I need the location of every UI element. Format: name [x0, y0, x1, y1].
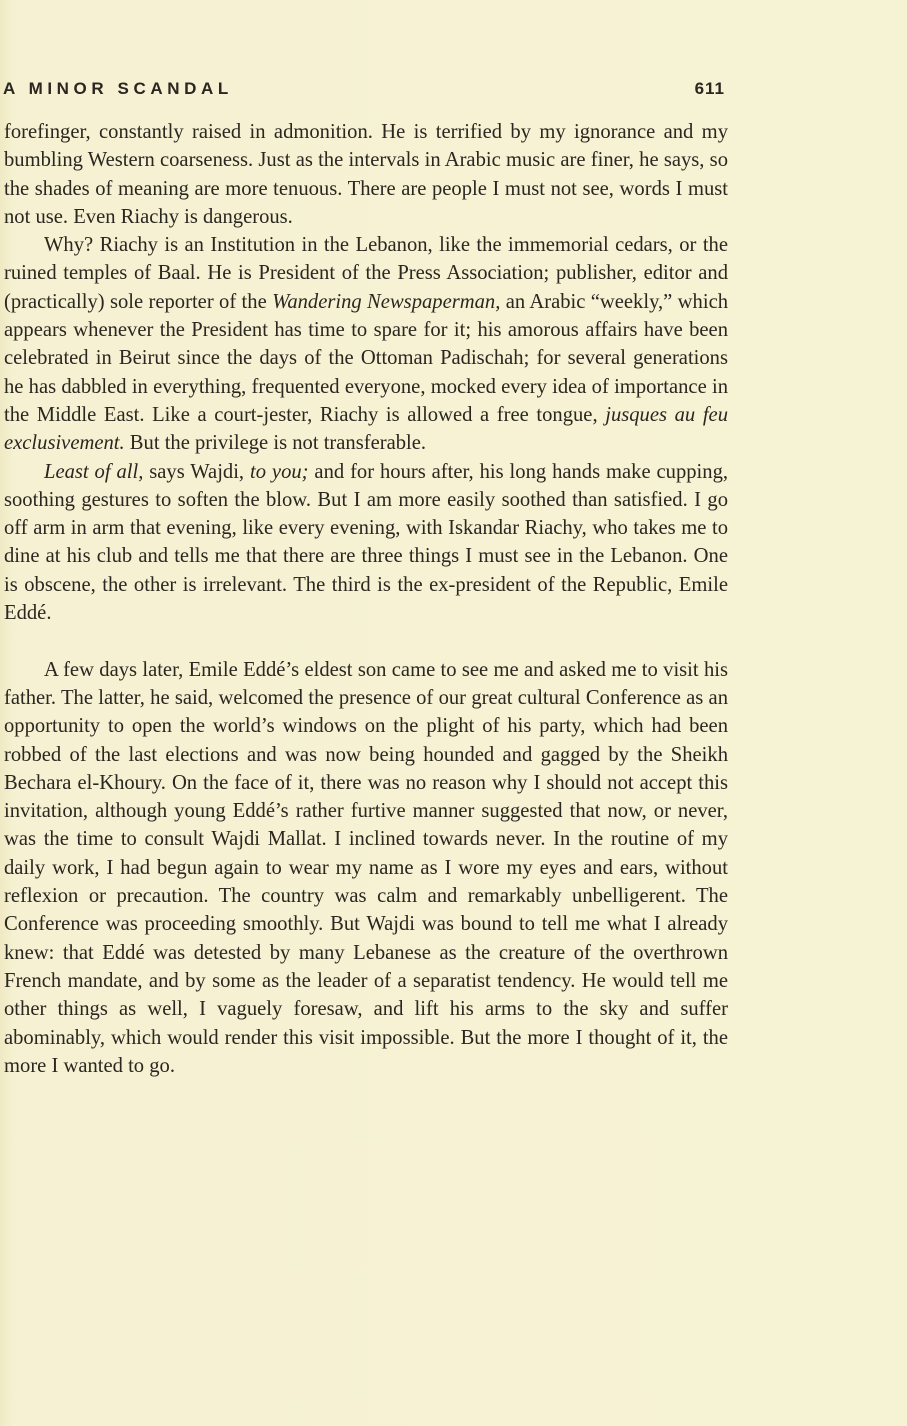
italic-phrase: jusques au feu exclusivement. [4, 403, 728, 455]
running-head [3, 79, 725, 105]
paragraph-1 [4, 118, 728, 231]
paragraph-3 [4, 458, 728, 628]
text-segment: says Wajdi, [143, 460, 250, 483]
chapter-title: A MINOR SCANDAL [3, 79, 233, 98]
text-segment: an Arabic “weekly,” which appears whenever the President has time to spare for it; his amorous affairs have been celebrated in Beirut since the days of the Ottoman Padischah; for several generations he has dabbled in everything, frequented everyone, mocked every idea of importance in the Middle East. Like a court-jester, Riachy is allowed a free tongue, [4, 290, 729, 426]
paragraph-2 [4, 231, 728, 457]
text-segment: forefinger, constantly raised in admonition. He is terrified by my ignorance and my bumbling Western coarseness. Just as the intervals in Arabic music are finer, he says, so the shades of meaning are more tenuous. There are people I must not see, words I must not use. Even Riachy is dangerous. [4, 121, 728, 228]
page-number: 611 [694, 79, 725, 98]
text-segment: But the privilege is not transferable. [124, 432, 427, 455]
italic-phrase: Least of all, [44, 460, 144, 483]
text-segment: Why? Riachy is an Institution in the Lebanon, like the immemorial cedars, or the ruined temples of Baal. He is President of the Press Association; publisher, editor and (practically) sole reporter of the [4, 234, 728, 313]
paragraph-4 [4, 656, 728, 1080]
text-segment: and for hours after, his long hands make cupping, soothing gestures to soften the blow. But I am more easily soothed than satisfied. I go off arm in arm that evening, like every evening, with Iskandar Riachy, who takes me to dine at his club and tells me that there are three things I must see in the Lebanon. One is obscene, the other is irrelevant. The third is the ex-president of the Republic, Emile Eddé. [4, 460, 729, 625]
italic-title: Wandering Newspaperman, [272, 290, 501, 313]
italic-phrase: to you; [250, 460, 309, 483]
text-segment: A few days later, Emile Eddé’s eldest son came to see me and asked me to visit his father. The latter, he said, welcomed the presence of our great cultural Conference as an opportunity to open the world’s windows on the plight of his party, which had been robbed of the last elections and was now being hounded and gagged by the Sheikh Bechara el-Khoury. On the face of it, there was no reason why I should not accept this invitation, although young Eddé’s rather furtive manner suggested that now, or never, was the time to consult Wajdi Mallat. I inclined towards never. In the routine of my daily work, I had begun again to wear my name as I wore my eyes and ears, without reflexion or precaution. The country was calm and remarkably unbelligerent. The Conference was proceeding smoothly. But Wajdi was bound to tell me what I already knew: that Eddé was detested by many Lebanese as the creature of the overthrown French mandate, and by some as the leader of a separatist tendency. He would tell me other things as well, I vaguely foresaw, and lift his arms to the sky and suffer abominably, which would render this visit impossible. But the more I thought of it, the more I wanted to go. [4, 658, 728, 1077]
body-text [4, 118, 728, 1080]
